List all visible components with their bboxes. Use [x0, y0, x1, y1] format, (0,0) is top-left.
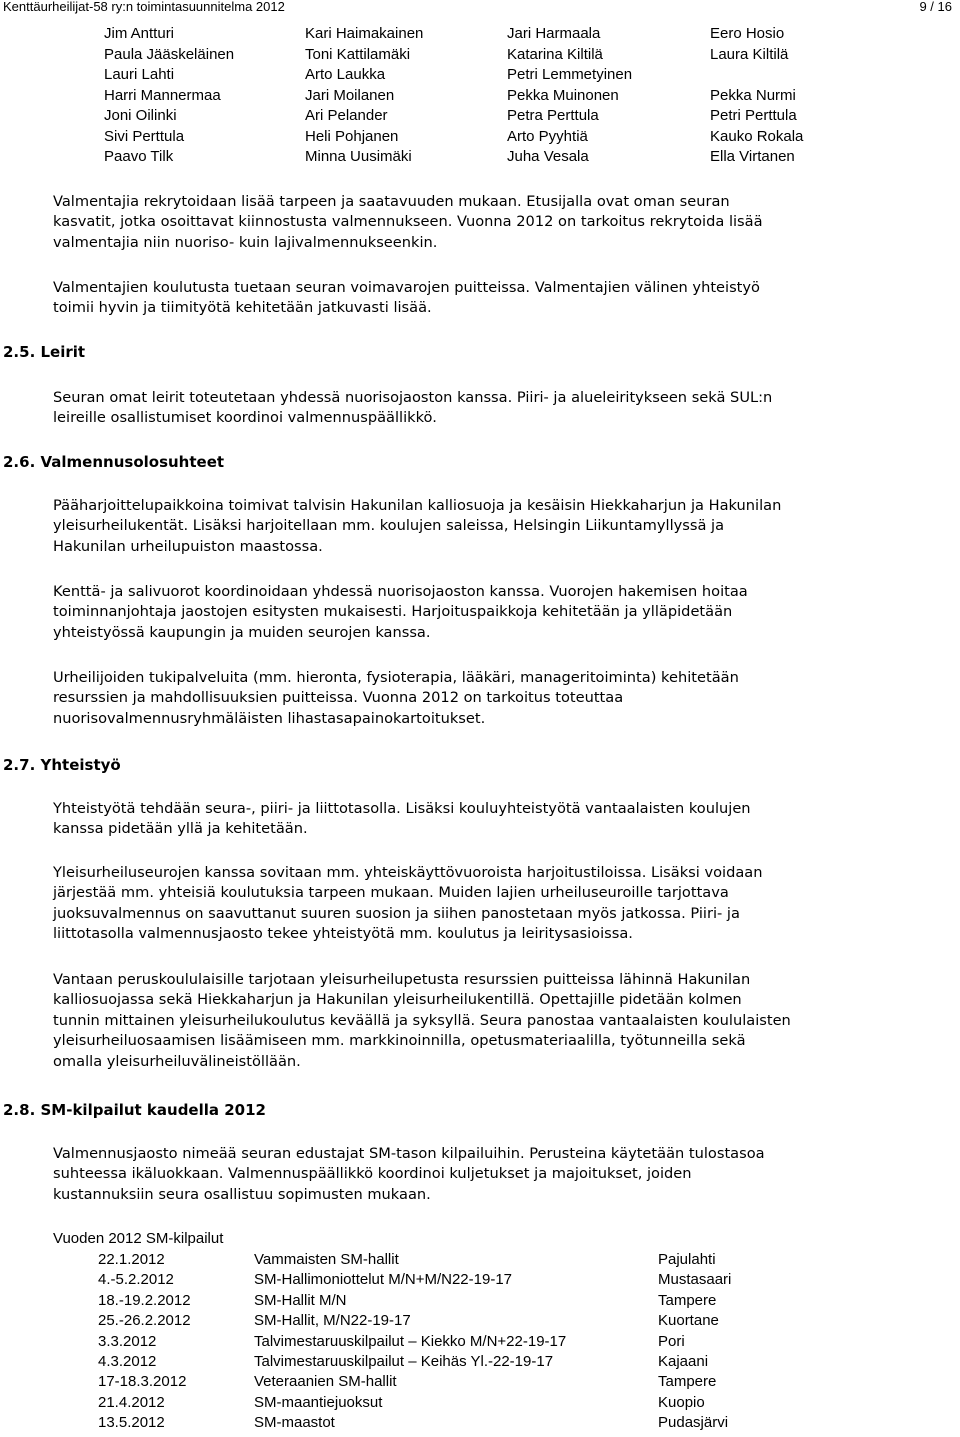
text-line: nuorisovalmennusryhmäläisten lihastasapainokartoitukset. — [53, 709, 486, 727]
event-date: 17-18.3.2012 — [98, 1373, 187, 1391]
text-line: yleisurheilukentät. Lisäksi harjoitellaan mm. koulujen saleissa, Helsingin Liikuntamyllyssä ja — [53, 517, 725, 535]
text-line: leireille osallistumiset koordinoi valmennuspäällikkö. — [53, 409, 437, 427]
coach-name: Jari Harmaala — [507, 25, 601, 42]
sm-event-row — [0, 1291, 960, 1311]
event-name: Vammaisten SM-hallit — [254, 1251, 399, 1268]
coach-row — [0, 45, 960, 66]
text-line: Seuran omat leirit toteutetaan yhdessä nuorisojaoston kanssa. Piiri- ja alueleiritykseen sekä SUL:n — [53, 389, 773, 406]
coach-name: Harri Mannermaa — [104, 86, 221, 104]
paragraph-recruitment — [53, 192, 763, 253]
paragraph-field-shifts — [53, 582, 748, 643]
text-line: Yhteistyötä tehdään seura-, piiri- ja liittotasolla. Lisäksi kouluyhteistyötä vantaalaisten koulujen — [53, 800, 751, 817]
coach-row — [0, 127, 960, 148]
paragraph-support-services — [53, 668, 739, 729]
event-name: SM-maantiejuoksut — [254, 1393, 383, 1411]
text-line: omalla yleisurheiluvälineistöllään. — [53, 1052, 301, 1070]
text-line: valmentajia niin nuoriso- kuin lajivalmennukseenkin. — [53, 233, 438, 251]
event-date: 13.5.2012 — [98, 1414, 165, 1432]
coach-name: Petra Perttula — [507, 107, 599, 124]
paragraph-coach-training — [53, 278, 760, 319]
text-line: suhteessa ikäluokkaan. Valmennuspäällikkö koordinoi kuljetukset ja majoitukset, joiden — [53, 1165, 692, 1183]
document-header-title: Kenttäurheilijat-58 ry:n toimintasuunnitelma 2012 — [3, 0, 285, 14]
text-line: toimii hyvin ja tiimityötä kehitetään jatkuvasti lisää. — [53, 299, 432, 317]
event-location: Pori — [658, 1332, 685, 1350]
text-line: Kenttä- ja salivuorot koordinoidaan yhdessä nuorisojaoston kanssa. Vuorojen hakemisen hoitaa — [53, 583, 748, 600]
coach-name: Arto Laukka — [305, 66, 386, 83]
text-line: Vantaan peruskoululaisille tarjotaan yleisurheilupetusta resurssien puitteissa lähinnä Hakunilan — [53, 971, 751, 988]
text-line: Urheilijoiden tukipalveluita (mm. hieronta, fysioterapia, lääkäri, manageritoiminta) kehitetään — [53, 669, 739, 686]
coach-name: Toni Kattilamäki — [305, 45, 411, 63]
section-heading-sm-competitions: 2.8. SM-kilpailut kaudella 2012 — [3, 1101, 266, 1119]
sm-event-row — [0, 1372, 960, 1392]
event-date: 18.-19.2.2012 — [98, 1291, 191, 1309]
coach-name: Ella Virtanen — [710, 148, 795, 165]
sm-event-row — [0, 1352, 960, 1372]
text-line: resurssien ja mahdollisuuksien puitteissa. Vuonna 2012 on tarkoitus toteuttaa — [53, 689, 624, 707]
event-date: 21.4.2012 — [98, 1393, 165, 1411]
section-heading-cooperation: 2.7. Yhteistyö — [3, 756, 121, 774]
event-name: SM-Hallit, M/N22-19-17 — [254, 1312, 411, 1330]
sm-event-row — [0, 1311, 960, 1331]
paragraph-club-cooperation — [53, 863, 762, 945]
event-location: Kuortane — [658, 1312, 719, 1330]
event-location: Tampere — [658, 1291, 717, 1309]
paragraph-camps — [53, 388, 772, 429]
text-line: kustannuksiin seura osallistuu sopimusten mukaan. — [53, 1185, 431, 1203]
text-line: kanssa pidetään yllä ja kehitetään. — [53, 820, 308, 838]
sm-event-row — [0, 1270, 960, 1290]
text-line: Valmennusjaosto nimeää seuran edustajat SM-tason kilpailuihin. Perusteina käytetään tulostasoa — [53, 1145, 765, 1162]
text-line: Valmentajia rekrytoidaan lisää tarpeen ja saatavuuden mukaan. Etusijalla ovat oman seuran — [53, 193, 730, 210]
coach-name: Minna Uusimäki — [305, 148, 412, 165]
event-name: Talvimestaruuskilpailut – Keihäs Yl.-22-19-17 — [254, 1352, 554, 1370]
event-name: SM-maastot — [254, 1414, 335, 1432]
coach-name: Eero Hosio — [710, 25, 785, 42]
event-location: Mustasaari — [658, 1271, 732, 1289]
coach-name: Petri Lemmetyinen — [507, 66, 633, 83]
coach-name: Heli Pohjanen — [305, 127, 399, 145]
coach-name: Ari Pelander — [305, 107, 388, 124]
sm-events-table — [0, 1250, 960, 1434]
event-name: SM-Hallit M/N — [254, 1291, 347, 1309]
coach-row — [0, 65, 960, 86]
coach-row — [0, 147, 960, 168]
text-line: Pääharjoittelupaikkoina toimivat talvisin Hakunilan kalliosuoja ja kesäisin Hiekkaharjun ja Hakunilan — [53, 497, 782, 514]
coach-row — [0, 86, 960, 107]
coach-name: Kari Haimakainen — [305, 25, 424, 42]
coach-name: Sivi Perttula — [104, 127, 185, 145]
coach-name: Paula Jääskeläinen — [104, 45, 235, 63]
page-number: 9 / 16 — [919, 0, 952, 14]
coach-name: Jari Moilanen — [305, 86, 395, 104]
paragraph-sm-representatives — [53, 1144, 765, 1205]
text-line: tunnin mittainen yleisurheilukoulutus keväällä ja syksyllä. Seura panostaa vantaalaisten koululaisten — [53, 1011, 791, 1029]
sm-event-row — [0, 1393, 960, 1413]
sm-event-row — [0, 1413, 960, 1433]
text-line: juoksuvalmennus on saavuttanut suuren suosion ja siihen panostetaan myös jatkossa. Piiri- ja — [53, 904, 740, 922]
coach-name: Arto Pyyhtiä — [507, 127, 588, 145]
sm-event-row — [0, 1332, 960, 1352]
paragraph-school-cooperation — [53, 970, 791, 1072]
coach-name: Pekka Muinonen — [507, 86, 619, 104]
coach-name: Kauko Rokala — [710, 127, 804, 145]
coach-name: Juha Vesala — [507, 148, 589, 165]
coach-name: Pekka Nurmi — [710, 86, 796, 104]
event-location: Kuopio — [658, 1393, 705, 1411]
event-name: SM-Hallimoniottelut M/N+M/N22-19-17 — [254, 1271, 513, 1289]
text-line: yleisurheiluosaamisen lisäämiseen mm. markkinoinnilla, opetusmateriaalilla, työtunneilla sekä — [53, 1032, 746, 1050]
event-date: 3.3.2012 — [98, 1332, 157, 1350]
section-heading-camps: 2.5. Leirit — [3, 343, 86, 361]
event-date: 25.-26.2.2012 — [98, 1312, 191, 1330]
paragraph-training-places — [53, 496, 781, 557]
text-line: Yleisurheiluseurojen kanssa sovitaan mm. yhteiskäyttövuoroista harjoitustiloissa. Lisäksi voidaan — [53, 864, 763, 881]
sm-event-row — [0, 1250, 960, 1270]
text-line: kalliosuojassa sekä Hiekkaharjun ja Hakunilan yleisurheilukentillä. Opettajille pidetään kolmen — [53, 991, 742, 1009]
coach-name: Joni Oilinki — [104, 107, 177, 124]
event-location: Tampere — [658, 1373, 717, 1391]
text-line: toiminnanjohtaja jaostojen esitysten mukaisesti. Harjoituspaikkoja kehitetään ja ylläpidetään — [53, 603, 733, 621]
coach-name: Jim Antturi — [104, 25, 175, 42]
text-line: Hakunilan urheilupuiston maastossa. — [53, 537, 323, 555]
event-name: Talvimestaruuskilpailut – Kiekko M/N+22-19-17 — [254, 1332, 567, 1350]
event-date: 22.1.2012 — [98, 1251, 165, 1268]
coach-name-list — [0, 24, 960, 168]
event-date: 4.-5.2.2012 — [98, 1271, 174, 1289]
sm-events-title: Vuoden 2012 SM-kilpailut — [53, 1230, 224, 1247]
coach-name: Laura Kiltilä — [710, 45, 789, 63]
text-line: liittotasolla valmennusjaosto tekee yhteistyötä mm. koulutus ja leiritysasioissa. — [53, 925, 633, 943]
coach-name: Paavo Tilk — [104, 148, 174, 165]
section-heading-conditions: 2.6. Valmennusolosuhteet — [3, 453, 225, 471]
event-date: 4.3.2012 — [98, 1352, 157, 1370]
coach-name: Lauri Lahti — [104, 66, 175, 83]
text-line: kasvatit, jotka osoittavat kiinnostusta valmennukseen. Vuonna 2012 on tarkoitus rekrytoida lisää — [53, 213, 763, 231]
event-location: Pajulahti — [658, 1251, 716, 1268]
text-line: järjestää mm. yhteisiä koulutuksia tarpeen mukaan. Muiden lajien urheiluseuroille tarjottava — [53, 884, 729, 902]
event-location: Pudasjärvi — [658, 1414, 729, 1432]
coach-name: Katarina Kiltilä — [507, 45, 603, 63]
coach-name: Petri Perttula — [710, 107, 797, 124]
coach-row — [0, 106, 960, 127]
text-line: Valmentajien koulutusta tuetaan seuran voimavarojen puitteissa. Valmentajien välinen yhteistyö — [53, 279, 760, 296]
event-location: Kajaani — [658, 1352, 709, 1370]
event-name: Veteraanien SM-hallit — [254, 1373, 397, 1391]
coach-row — [0, 24, 960, 45]
paragraph-cooperation-levels — [53, 799, 751, 840]
text-line: yhteistyössä kaupungin ja muiden seurojen kanssa. — [53, 623, 431, 641]
